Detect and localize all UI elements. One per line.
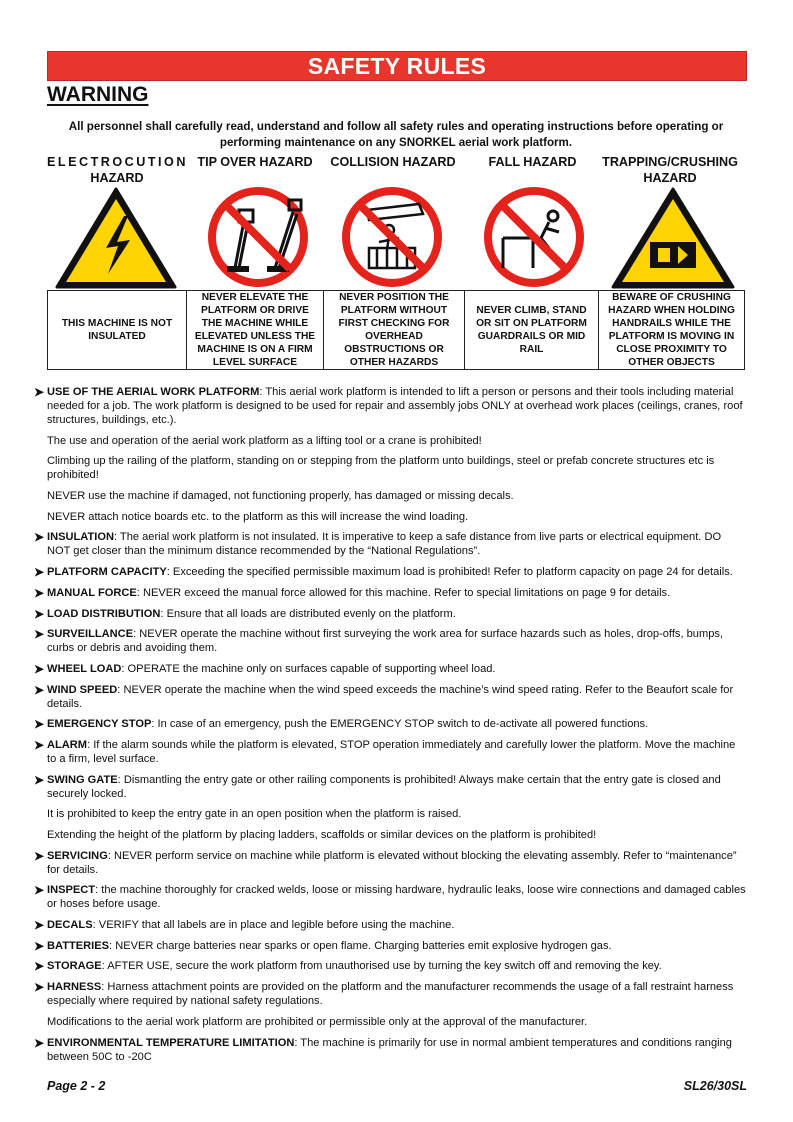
rule-heading: PLATFORM CAPACITY — [47, 566, 167, 579]
list-item — [35, 627, 747, 655]
rule-subparagraph: It is prohibited to keep the entry gate in an open position when the platform is raised. — [47, 808, 462, 821]
rule-subparagraph: Extending the height of the platform by placing ladders, scaffolds or similar devices on the platform is prohibited! — [47, 829, 597, 841]
rule-heading: USE OF THE AERIAL WORK PLATFORM — [47, 386, 260, 398]
arrow-bullet-icon: ➤ — [34, 627, 45, 642]
arrow-bullet-icon: ➤ — [34, 772, 45, 787]
intro-text — [47, 119, 745, 151]
intro-line-1: All personnel shall carefully read, understand and follow all safety rules and operating instructions before operating or — [68, 120, 724, 133]
rule-text: : If the alarm sounds while the platform is elevated, STOP operation immediately and carefully lower the platform. Move the machine to a firm, level surface. — [47, 738, 736, 765]
list-item — [35, 773, 747, 842]
model-number: SL26/30SL — [683, 1079, 747, 1093]
rule-text: : This aerial work platform is intended to lift a person or persons and their tools including material needed for a job. The work platform is designed to be used for repair and assembly jobs ONLY at overhead work places (ceilings, cranes, roof structures, buildings, etc.). — [47, 386, 743, 426]
rule-text: : VERIFY that all labels are in place and legible before using the machine. — [92, 919, 455, 932]
arrow-bullet-icon: ➤ — [34, 585, 45, 600]
rule-subparagraph: The use and operation of the aerial work platform as a lifting tool or a crane is prohibited! — [47, 434, 482, 447]
rule-text: : NEVER perform service on machine while platform is elevated without blocking the elevating assembly. Refer to “maintenance” for details. — [47, 849, 737, 876]
list-item — [35, 530, 747, 558]
rule-heading: STORAGE — [47, 960, 102, 973]
rule-heading: BATTERIES — [47, 939, 110, 952]
safety-rules-list — [35, 385, 747, 1070]
arrow-bullet-icon: ➤ — [34, 565, 45, 580]
rule-heading: WHEEL LOAD — [47, 662, 122, 675]
arrow-bullet-icon: ➤ — [34, 980, 45, 995]
rule-heading: INSULATION — [47, 531, 114, 544]
rule-text: : Harness attachment points are provided on the platform and the manufacturer recommends the usage of a fall restraint harness especially where required by national safety regulations. — [47, 981, 734, 1008]
collision-prohibition-icon — [339, 186, 445, 288]
list-item — [35, 586, 747, 600]
hazard-title-collision: COLLISION HAZARD — [330, 155, 456, 169]
hazard-text-electrocution: THIS MACHINE IS NOT INSULATED — [47, 290, 187, 370]
hazard-title-crushing — [590, 154, 750, 186]
rule-text: : The machine is primarily for use in normal ambient temperatures and conditions ranging between 50C to -20C — [47, 1036, 732, 1063]
rule-text: : Exceeding the specified permissible maximum load is prohibited! Refer to platform capacity on page 24 for details. — [166, 566, 733, 579]
list-item — [35, 385, 747, 524]
rule-text: : NEVER operate the machine without first surveying the work area for surface hazards such as holes, drop-offs, bumps, curbs or debris and avoiding them. — [47, 628, 723, 655]
list-item — [35, 918, 747, 932]
arrow-bullet-icon: ➤ — [34, 1035, 45, 1050]
rule-heading: EMERGENCY STOP — [47, 718, 152, 731]
rule-heading: LOAD DISTRIBUTION — [47, 607, 161, 620]
hazard-title-line: TRAPPING/CRUSHING — [602, 155, 738, 169]
fall-prohibition-icon — [481, 186, 587, 288]
tip-over-prohibition-icon — [205, 186, 311, 288]
list-item — [35, 565, 747, 579]
arrow-bullet-icon: ➤ — [34, 959, 45, 974]
list-item — [35, 717, 747, 731]
rule-text: : AFTER USE, secure the work platform from unauthorised use by turning the key switch off and removing the key. — [101, 960, 662, 973]
rule-heading: MANUAL FORCE — [47, 586, 137, 599]
rule-text: : In case of an emergency, push the EMERGENCY STOP switch to de-activate all powered functions. — [151, 718, 649, 731]
list-item — [35, 939, 747, 953]
hazard-text-crushing: BEWARE OF CRUSHING HAZARD WHEN HOLDING HANDRAILS WHILE THE PLATFORM IS MOVING IN CLOSE PROXIMITY TO OTHER OBJECTS — [598, 290, 745, 370]
hazard-title-line: HAZARD — [90, 171, 144, 185]
rule-text: : OPERATE the machine only on surfaces capable of supporting wheel load. — [121, 662, 496, 675]
hazard-text-tip-over: NEVER ELEVATE THE PLATFORM OR DRIVE THE MACHINE WHILE ELEVATED UNLESS THE MACHINE IS ON A FIRM LEVEL SURFACE — [186, 290, 324, 370]
rule-heading: SURVEILLANCE — [47, 628, 134, 641]
arrow-bullet-icon: ➤ — [34, 883, 45, 898]
rule-heading: INSPECT — [47, 884, 96, 897]
list-item — [35, 662, 747, 676]
rule-text: : Ensure that all loads are distributed evenly on the platform. — [160, 607, 456, 620]
rule-subparagraph: NEVER attach notice boards etc. to the platform as this will increase the wind loading. — [47, 510, 469, 523]
rule-text: : NEVER exceed the manual force allowed for this machine. Refer to special limitations on page 9 for details. — [136, 586, 671, 599]
rule-heading: ENVIRONMENTAL TEMPERATURE LIMITATION — [47, 1036, 295, 1049]
list-item — [35, 883, 747, 911]
rule-subparagraph: Modifications to the aerial work platform are prohibited or permissible only at the approval of the manufacturer. — [47, 1015, 588, 1028]
list-item — [35, 683, 747, 711]
crushing-warning-icon — [610, 186, 736, 290]
rule-subparagraph: Climbing up the railing of the platform, standing on or stepping from the platform unto buildings, steel or prefab concrete structures etc is prohibited! — [47, 455, 715, 482]
list-item — [35, 607, 747, 621]
rule-heading: SERVICING — [47, 849, 108, 862]
hazard-title-line: ELECTROCUTION — [47, 155, 188, 169]
list-item — [35, 959, 747, 973]
electrocution-warning-icon — [54, 186, 178, 290]
arrow-bullet-icon: ➤ — [34, 717, 45, 732]
rule-heading: ALARM — [47, 738, 88, 751]
safety-rules-banner: SAFETY RULES — [47, 51, 747, 81]
hazard-title-tip-over: TIP OVER HAZARD — [197, 155, 313, 169]
arrow-bullet-icon: ➤ — [34, 606, 45, 621]
arrow-bullet-icon: ➤ — [34, 530, 45, 545]
arrow-bullet-icon: ➤ — [34, 682, 45, 697]
intro-line-2: performing maintenance on any SNORKEL aerial work platform. — [219, 136, 573, 149]
arrow-bullet-icon: ➤ — [34, 737, 45, 752]
warning-heading: WARNING — [47, 83, 149, 106]
rule-text: : The aerial work platform is not insulated. It is imperative to keep a safe distance from live parts or electrical equipment. DO NOT get closer than the minimum distance recommended by the “National Regulations”. — [47, 531, 722, 558]
rule-text: : the machine thoroughly for cracked welds, loose or missing hardware, hydraulic leaks, loose wire connections and damaged cables or hoses before usage. — [47, 884, 746, 911]
arrow-bullet-icon: ➤ — [34, 918, 45, 933]
rule-heading: HARNESS — [47, 981, 102, 994]
rule-heading: WIND SPEED — [47, 683, 118, 696]
hazard-title-line: HAZARD — [643, 171, 697, 185]
rule-heading: SWING GATE — [47, 773, 118, 786]
list-item — [35, 980, 747, 1029]
hazard-title-fall: FALL HAZARD — [488, 155, 577, 169]
rule-text: : NEVER charge batteries near sparks or open flame. Charging batteries emit explosive hydrogen gas. — [109, 939, 612, 952]
rule-text: : NEVER operate the machine when the wind speed exceeds the machine’s wind speed rating. Refer to the Beaufort scale for details. — [47, 683, 734, 710]
rule-subparagraph: NEVER use the machine if damaged, not functioning properly, has damaged or missing decals. — [47, 490, 514, 503]
hazard-text-collision: NEVER POSITION THE PLATFORM WITHOUT FIRST CHECKING FOR OVERHEAD OBSTRUCTIONS OR OTHER HAZARDS — [323, 290, 465, 370]
rule-text: : Dismantling the entry gate or other railing components is prohibited! Always make certain that the entry gate is closed and securely locked. — [47, 773, 721, 800]
arrow-bullet-icon: ➤ — [34, 385, 45, 399]
arrow-bullet-icon: ➤ — [34, 938, 45, 953]
page-number: Page 2 - 2 — [47, 1079, 106, 1093]
arrow-bullet-icon: ➤ — [34, 661, 45, 676]
list-item — [35, 738, 747, 766]
hazard-text-fall: NEVER CLIMB, STAND OR SIT ON PLATFORM GUARDRAILS OR MID RAIL — [464, 290, 599, 370]
hazard-title-electrocution — [47, 154, 187, 186]
list-item — [35, 1036, 747, 1064]
arrow-bullet-icon: ➤ — [34, 848, 45, 863]
list-item — [35, 849, 747, 877]
rule-heading: DECALS — [47, 919, 93, 932]
